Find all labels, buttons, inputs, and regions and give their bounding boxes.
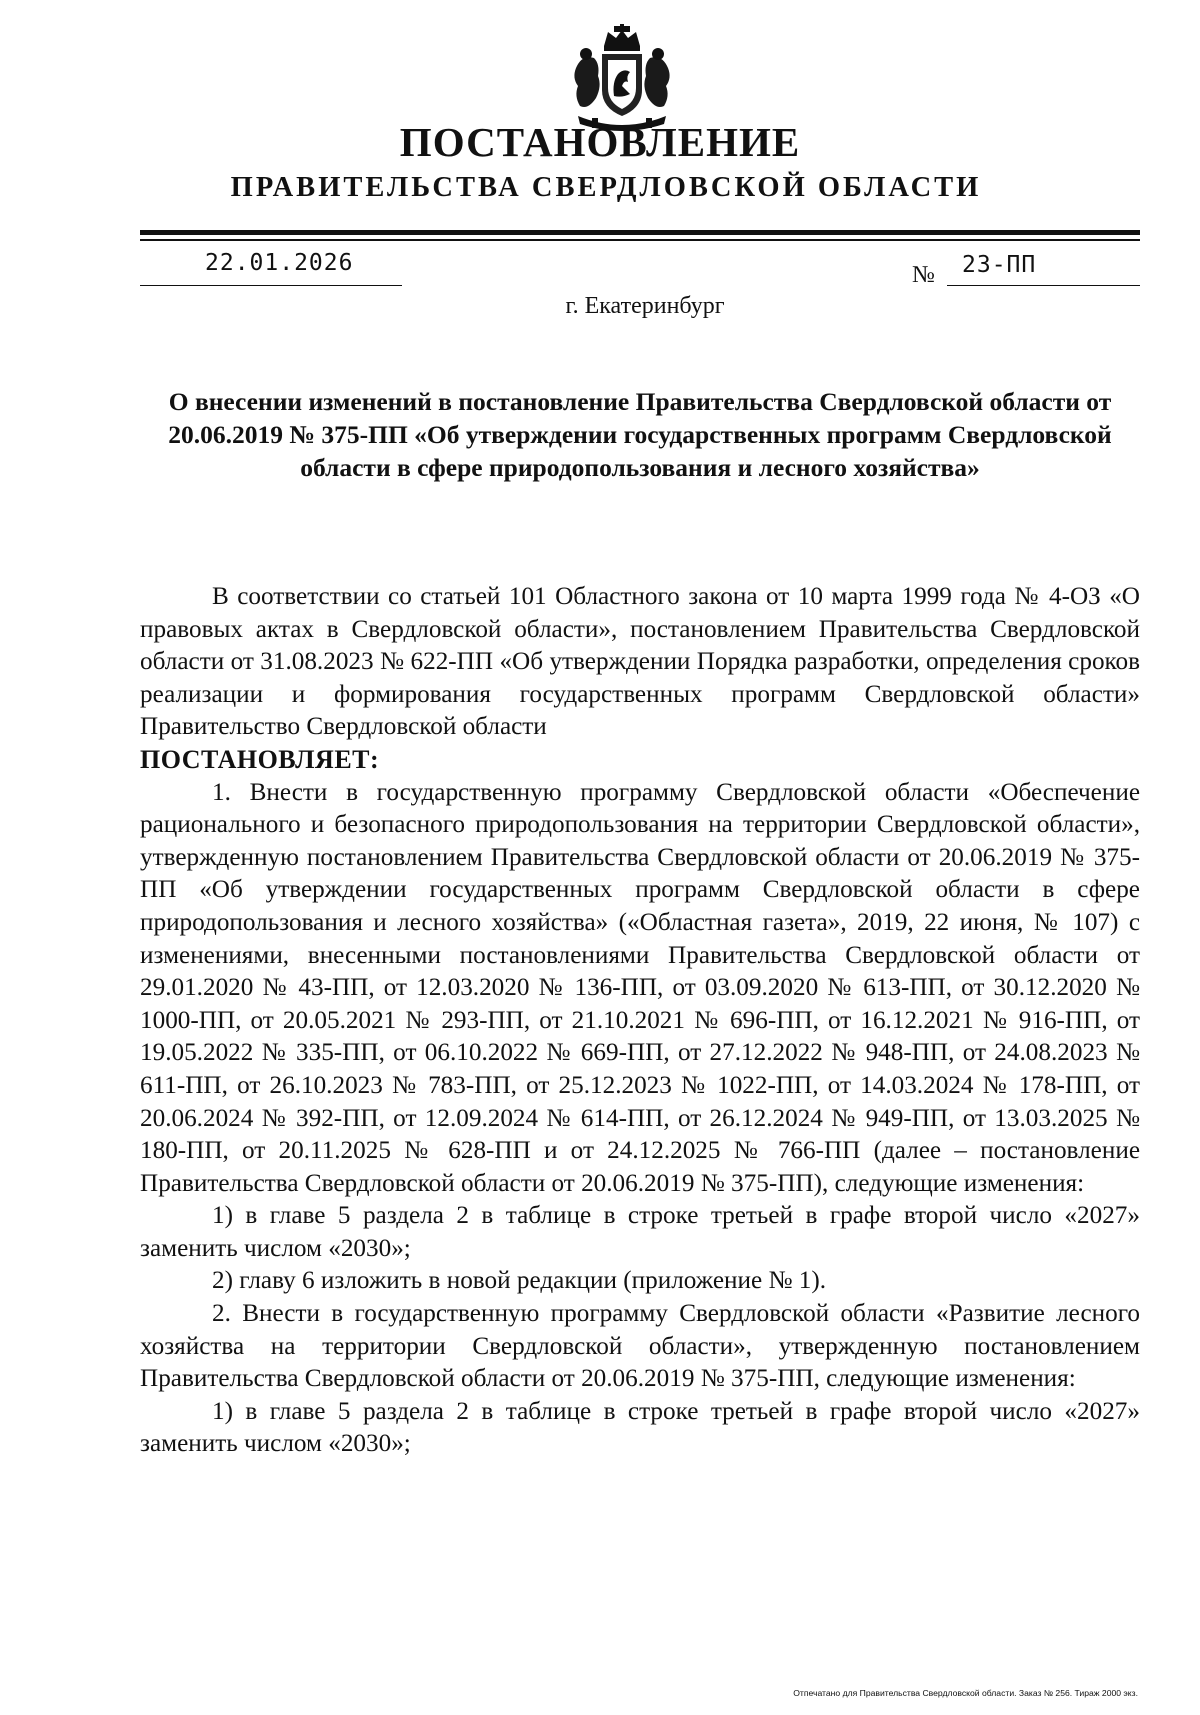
item-2-paragraph: 2. Внести в государственную программу Свердловской области «Развитие лесного хозяйства на территории Свердловской области», утвержденную постановлением Правительства Свердловской области от 20.06.2019 № 375-ПП, следующие изменения: [140, 1300, 1140, 1393]
header-divider-thin [140, 239, 1140, 241]
number-underline [947, 285, 1140, 286]
header-divider [140, 230, 1140, 235]
document-subject: О внесении изменений в постановление Правительства Свердловской области от 20.06.2019 № 375-ПП «Об утверждении государственных программ Свердловской области в сфере природопользования и лесного хозяйства» [168, 387, 1112, 482]
preamble-paragraph: В соответствии со статьей 101 Областного закона от 10 марта 1999 года № 4-ОЗ «О правовых актах в Свердловской области», постановлением Правительства Свердловской области от 31.08.2023 № 622-ПП «Об утверждении Порядка разработки, определения сроков реализации и формирования государственных программ Свердловской области» Правительство Свердловской области [140, 583, 1140, 741]
document-type-title: ПОСТАНОВЛЕНИЕ [399, 119, 801, 165]
item-1-1-paragraph: 1) в главе 5 раздела 2 в таблице в строке третьей в графе второй число «2027» заменить числом «2030»; [140, 1202, 1140, 1262]
document-number: 23-ПП [962, 252, 1037, 278]
print-note: Отпечатано для Правительства Свердловской области. Заказ № 256. Тираж 2000 экз. [793, 1688, 1138, 1698]
item-2-1-paragraph: 1) в главе 5 раздела 2 в таблице в строке третьей в графе второй число «2027» заменить числом «2030»; [140, 1397, 1140, 1458]
date-underline [140, 285, 402, 286]
number-sign: № [912, 262, 935, 288]
document-issuer: ПРАВИТЕЛЬСТВА СВЕРДЛОВСКОЙ ОБЛАСТИ [230, 172, 982, 203]
item-1-2-paragraph: 2) главу 6 изложить в новой редакции (приложение № 1). [212, 1267, 827, 1295]
item-1-paragraph: 1. Внести в государственную программу Свердловской области «Обеспечение рационального и безопасного природопользования на территории Свердловской области», утвержденную постановлением Правительства Свердловской области от 20.06.2019 № 375-ПП «Об утверждении государственных программ Свердловской области в сфере природопользования и лесного хозяйства» («Областная газета», 2019, 22 июня, № 107) с изменениями, внесенными постановлениями Правительства Свердловской области от 29.01.2020 № 43-ПП, от 12.03.2020 № 136-ПП, от 03.09.2020 № 613-ПП, от 30.12.2020 № 1000-ПП, от 20.05.2021 № 293-ПП, от 21.10.2021 № 696-ПП, от 16.12.2021 № 916-ПП, от 19.05.2022 № 335-ПП, от 06.10.2022 № 669-ПП, от 27.12.2022 № 948-ПП, от 24.08.2023 № 611-ПП, от 26.10.2023 № 783-ПП, от 25.12.2023 № 1022-ПП, от 14.03.2024 № 178-ПП, от 20.06.2024 № 392-ПП, от 12.09.2024 № 614-ПП, от 26.12.2024 № 949-ПП, от 13.03.2025 № 180-ПП, от 20.11.2025 № 628-ПП и от 24.12.2025 № 766-ПП (далее – постановление Правительства Свердловской области от 20.06.2019 № 375-ПП), следующие изменения: [140, 778, 1140, 1197]
document-body [140, 581, 1140, 1461]
document-date: 22.01.2026 [205, 250, 354, 276]
document-city: г. Екатеринбург [565, 293, 725, 319]
resolve-heading: ПОСТАНОВЛЯЕТ: [140, 744, 380, 774]
